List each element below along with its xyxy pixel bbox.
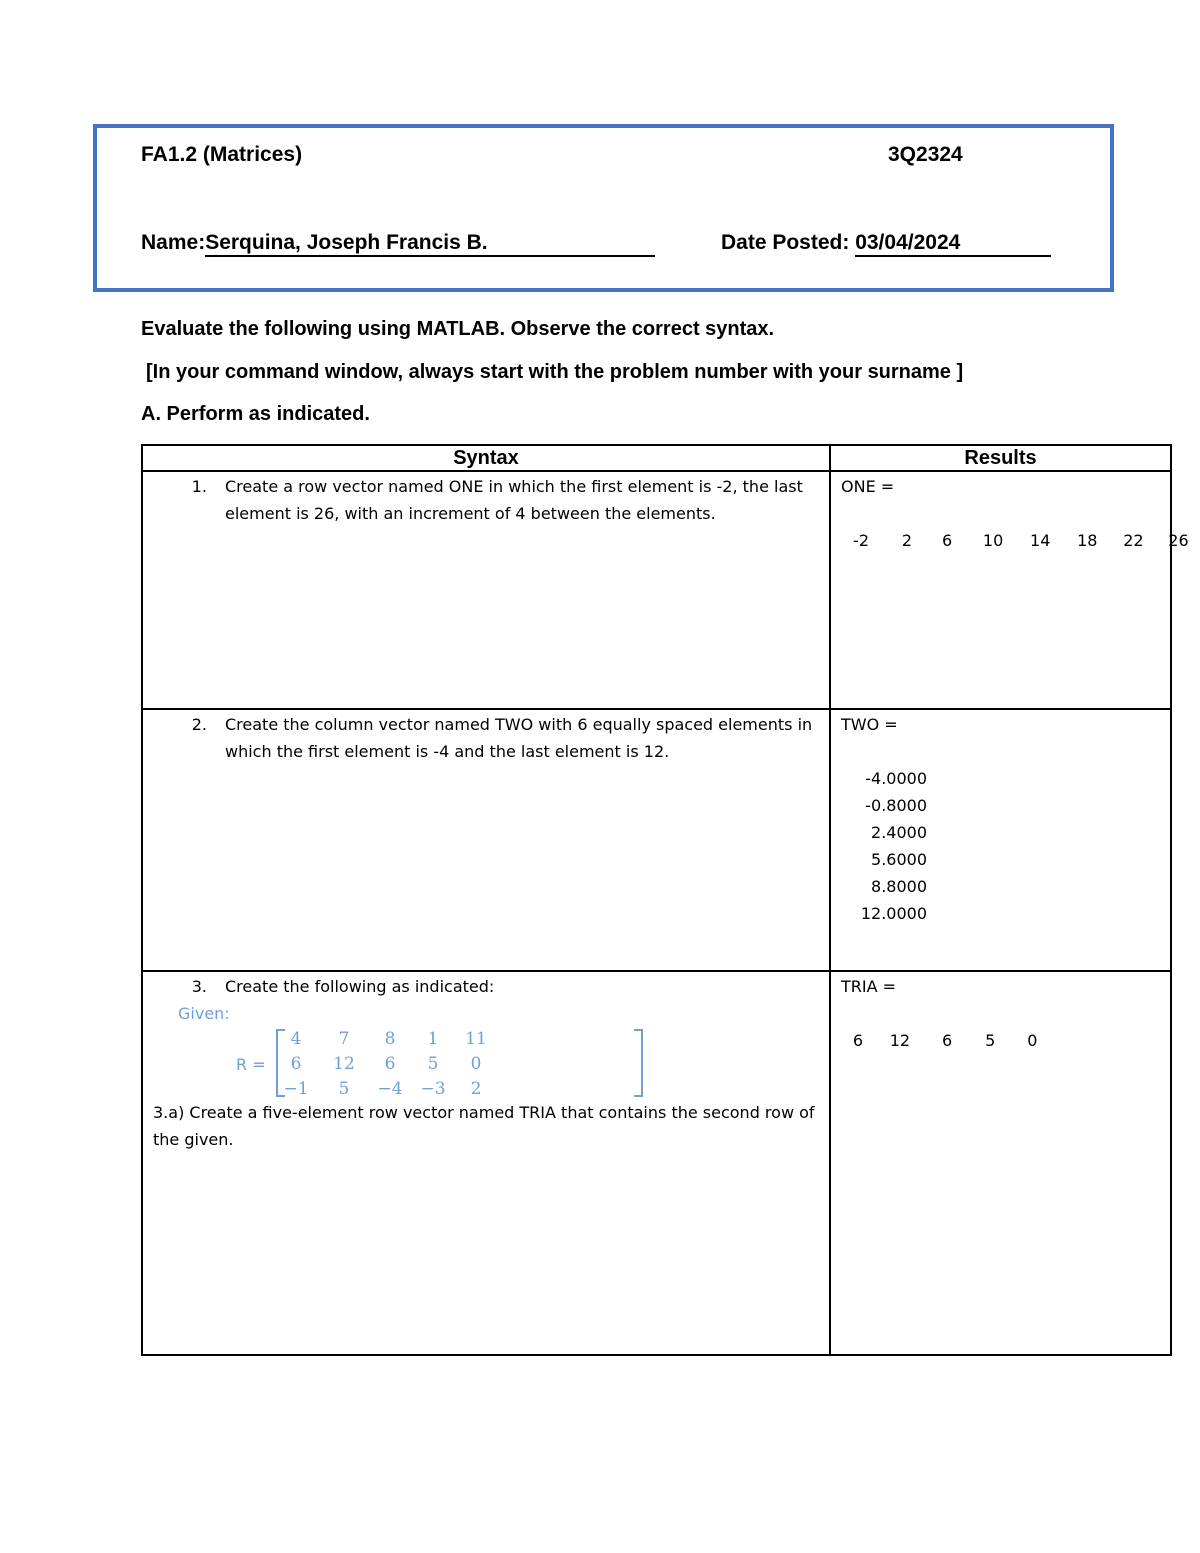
course-code: 3Q2324 [888,143,963,166]
result-cell [830,971,1171,1355]
vector-value: 8.8000 [871,877,927,896]
matrix-cell: 7 [338,1029,350,1049]
problem-number: 1. [191,477,207,496]
problem-number: 3. [191,977,207,996]
given-label: Given: [178,1004,230,1023]
matrix-cell: 12 [333,1054,355,1074]
matrix-cell: −4 [377,1079,403,1099]
vector-value: 26 [1168,531,1189,550]
vector-value: 6 [852,1031,863,1050]
table-header-row [142,445,1171,471]
matrix-cell: 2 [470,1079,482,1099]
result-vector [831,1027,1170,1054]
date-line [721,231,1051,257]
result-vector [831,527,1189,554]
matrix-cell: 5 [338,1079,350,1099]
syntax-cell [142,971,830,1355]
vector-value: 2.4000 [871,823,927,842]
problem-number: 2. [191,715,207,734]
result-label: ONE = [841,477,895,496]
vector-value: 5.6000 [871,850,927,869]
matrix-cell: 5 [427,1054,439,1074]
name-label: Name: [141,231,206,254]
table-row [142,971,1171,1355]
subproblem-text: 3.a) Create a five-element row vector named TRIA that contains the second row of the given. [153,1103,815,1149]
vector-value: 12 [889,1031,911,1050]
result-cell [830,471,1189,709]
vector-value: 0 [1027,1031,1038,1050]
result-column-vector [831,765,1170,927]
table-row [142,709,1171,971]
problem-text: Create a row vector named ONE in which the first element is -2, the last element is 26, with an increment of 4 between the elements. [225,477,803,523]
matrix-right-bracket [634,1029,643,1097]
matrix-cell: 6 [290,1054,302,1074]
problem-text: Create the column vector named TWO with 6 equally spaced elements in which the first element is -4 and the last element is 12. [225,715,813,761]
date-value: 03/04/2024 [855,232,1051,257]
date-label: Date Posted: [721,231,850,254]
document-title: FA1.2 (Matrices) [141,143,303,166]
matrix-cell: 1 [427,1029,439,1049]
result-cell [830,709,1171,971]
syntax-cell [142,709,830,971]
name-value: Serquina, Joseph Francis B. [205,232,655,257]
vector-value: 14 [1030,531,1051,550]
syntax-header: Syntax [142,445,830,471]
result-label: TRIA = [841,977,897,996]
matrix-cell: 4 [290,1029,302,1049]
matrix-cell: 8 [384,1029,396,1049]
syntax-cell [142,471,830,709]
vector-value: 6 [942,1031,953,1050]
name-line [141,231,655,257]
matrix-cell: −3 [420,1079,446,1099]
results-header: Results [830,445,1171,471]
vector-value: 6 [942,531,953,550]
vector-value: 5 [985,1031,996,1050]
vector-value: 18 [1077,531,1098,550]
instruction-line-2: [In your command window, always start with the problem number with your surname ] [146,361,964,383]
vector-value: -0.8000 [865,796,927,815]
matrix-cell: 11 [465,1029,487,1049]
matrix-cell: 6 [384,1054,396,1074]
vector-value: -4.0000 [865,769,927,788]
vector-value: 22 [1123,531,1144,550]
vector-value: 12.0000 [860,904,927,923]
section-heading: A. Perform as indicated. [141,403,370,425]
problem-text: Create the following as indicated: [225,977,495,996]
instruction-line-1: Evaluate the following using MATLAB. Observe the correct syntax. [141,318,775,340]
vector-value: 2 [901,531,913,550]
vector-value: 10 [982,531,1004,550]
result-label: TWO = [841,715,898,734]
matrix-cell: −1 [283,1079,309,1099]
matrix-r [236,1027,829,1099]
table-row [142,471,1171,709]
matrix-cell: 0 [470,1054,482,1074]
vector-value: -2 [853,531,869,550]
problems-table [141,444,1189,1356]
matrix-label: R = [236,1055,266,1074]
